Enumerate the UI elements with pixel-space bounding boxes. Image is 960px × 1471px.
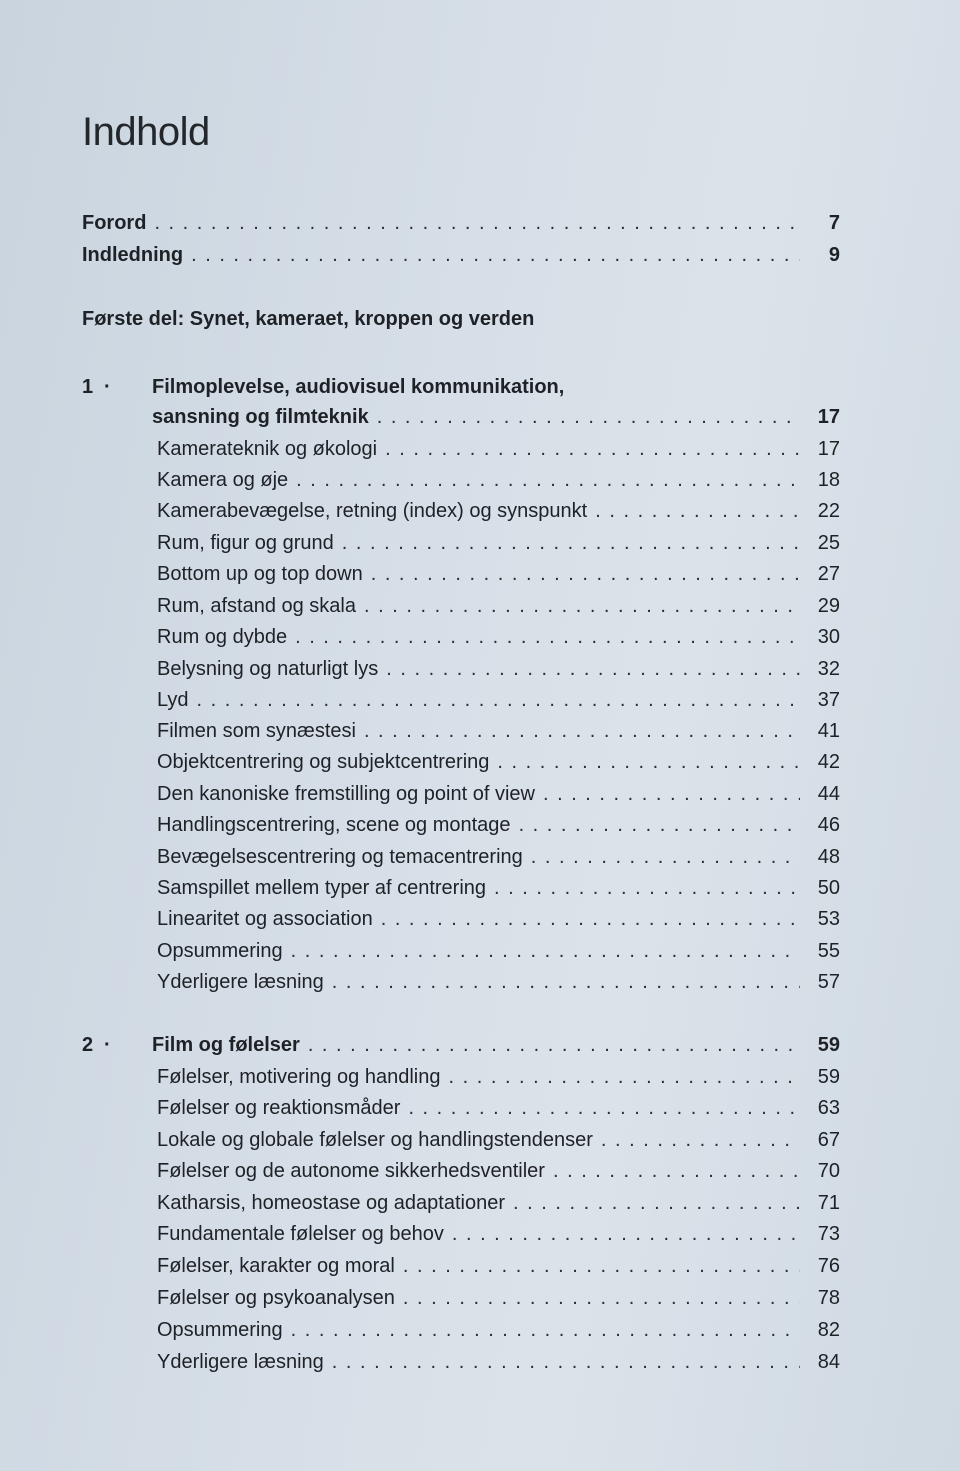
toc-entry <box>157 652 840 682</box>
toc-entry-label: Belysning og naturligt lys <box>157 658 379 680</box>
toc-entry-label: Kamerabevægelse, retning (index) og synspunkt <box>157 500 588 522</box>
toc-entry <box>157 714 840 744</box>
leader-dots <box>543 781 800 807</box>
toc-entry <box>157 620 840 650</box>
toc-entry <box>157 871 840 901</box>
toc-entry-page: 73 <box>817 1223 840 1245</box>
leader-dots <box>364 718 800 744</box>
toc-entry <box>157 1123 840 1153</box>
toc-entry <box>157 1154 840 1184</box>
leader-dots <box>408 1095 800 1121</box>
toc-entry-label: Fundamentale følelser og behov <box>157 1223 444 1245</box>
toc-entry-page: 55 <box>817 940 840 962</box>
chapter-number: 2 <box>82 1034 94 1056</box>
toc-entry-page: 17 <box>817 438 840 460</box>
leader-dots <box>342 530 800 556</box>
toc-entry-forord <box>82 206 840 236</box>
toc-entry-page: 82 <box>817 1319 840 1341</box>
toc-entry-label: Lyd <box>157 689 189 711</box>
toc-entry-label: Kamerateknik og økologi <box>157 438 378 460</box>
toc-entry <box>157 965 840 995</box>
toc-entry-page: 59 <box>817 1066 840 1088</box>
chapter-bullet: · <box>104 1034 111 1056</box>
toc-entry-label: Rum, afstand og skala <box>157 595 356 617</box>
chapter-title-line2: sansning og filmteknik <box>152 406 369 428</box>
toc-entry-label: Forord <box>82 212 147 234</box>
toc-entry <box>157 745 840 775</box>
leader-dots <box>291 938 800 964</box>
toc-entry-label: Indledning <box>82 244 184 266</box>
part-heading: Første del: Synet, kameraet, kroppen og verden <box>82 308 535 330</box>
toc-entry <box>157 494 840 524</box>
chapter-1-heading <box>82 370 840 400</box>
leader-dots <box>403 1285 800 1311</box>
toc-entry-page: 7 <box>828 212 840 234</box>
toc-entry <box>157 1186 840 1216</box>
toc-entry-page: 30 <box>817 626 840 648</box>
leader-dots <box>601 1127 800 1153</box>
toc-entry <box>157 808 840 838</box>
toc-entry-label: Filmen som synæstesi <box>157 720 356 742</box>
leader-dots <box>595 498 800 524</box>
toc-entry <box>157 1313 840 1343</box>
toc-entry-label: Kamera og øje <box>157 469 289 491</box>
toc-entry-page: 53 <box>817 908 840 930</box>
toc-entry <box>157 1345 840 1375</box>
toc-entry-page: 84 <box>817 1351 840 1373</box>
leader-dots <box>377 404 800 430</box>
toc-entry <box>157 840 840 870</box>
toc-entry <box>157 934 840 964</box>
toc-entry-label: Følelser og de autonome sikkerhedsventiler <box>157 1160 545 1182</box>
toc-entry <box>157 557 840 587</box>
leader-dots <box>494 875 800 901</box>
toc-entry-indledning <box>82 238 840 268</box>
toc-entry-page: 18 <box>817 469 840 491</box>
leader-dots <box>553 1158 800 1184</box>
toc-entry-page: 78 <box>817 1287 840 1309</box>
leader-dots <box>452 1221 800 1247</box>
toc-entry-label: Samspillet mellem typer af centrering <box>157 877 487 899</box>
toc-entry <box>157 526 840 556</box>
toc-entry-label: Linearitet og association <box>157 908 373 930</box>
toc-entry-label: Bevægelsescentrering og temacentrering <box>157 846 523 868</box>
toc-entry-label: Lokale og globale følelser og handlingstendenser <box>157 1129 593 1151</box>
toc-entry-label: Følelser, motivering og handling <box>157 1066 441 1088</box>
toc-entry-label: Objektcentrering og subjektcentrering <box>157 751 490 773</box>
leader-dots <box>308 1032 800 1058</box>
toc-entry-page: 44 <box>817 783 840 805</box>
toc-entry-label: Bottom up og top down <box>157 563 363 585</box>
chapter-page: 17 <box>817 406 840 428</box>
toc-entry-page: 25 <box>817 532 840 554</box>
toc-entry-page: 46 <box>817 814 840 836</box>
toc-entry-label: Handlingscentrering, scene og montage <box>157 814 511 836</box>
toc-entry <box>157 1060 840 1090</box>
leader-dots <box>513 1190 800 1216</box>
leader-dots <box>296 467 800 493</box>
toc-entry-label: Følelser, karakter og moral <box>157 1255 395 1277</box>
toc-entry <box>157 463 840 493</box>
toc-entry <box>157 1281 840 1311</box>
toc-entry-page: 9 <box>828 244 840 266</box>
toc-entry-page: 32 <box>817 658 840 680</box>
toc-entry-label: Katharsis, homeostase og adaptationer <box>157 1192 505 1214</box>
page-title: Indhold <box>82 110 210 154</box>
toc-entry-page: 41 <box>817 720 840 742</box>
leader-dots <box>519 812 800 838</box>
chapter-title-line1: Filmoplevelse, audiovisuel kommunikation, <box>152 376 565 398</box>
chapter-bullet: · <box>104 376 111 398</box>
toc-entry-page: 27 <box>817 563 840 585</box>
toc-entry <box>157 1217 840 1247</box>
leader-dots <box>381 906 800 932</box>
chapter-page: 59 <box>817 1034 840 1056</box>
toc-entry-page: 76 <box>817 1255 840 1277</box>
toc-entry-page: 50 <box>817 877 840 899</box>
leader-dots <box>403 1253 800 1279</box>
chapter-number: 1 <box>82 376 94 398</box>
toc-entry-label: Yderligere læsning <box>157 1351 324 1373</box>
toc-entry-page: 37 <box>817 689 840 711</box>
leader-dots <box>386 656 800 682</box>
toc-entry-label: Opsummering <box>157 1319 283 1341</box>
toc-entry <box>157 777 840 807</box>
chapter-1-heading-line2 <box>152 400 840 430</box>
toc-entry <box>157 1091 840 1121</box>
toc-entry-label: Følelser og psykoanalysen <box>157 1287 395 1309</box>
toc-entry-page: 63 <box>817 1097 840 1119</box>
toc-entry-label: Rum og dybde <box>157 626 288 648</box>
toc-entry-page: 42 <box>817 751 840 773</box>
toc-entry-page: 70 <box>817 1160 840 1182</box>
toc-entry-page: 57 <box>817 971 840 993</box>
toc-entry-label: Rum, figur og grund <box>157 532 334 554</box>
leader-dots <box>531 844 800 870</box>
toc-entry <box>157 1249 840 1279</box>
chapter-2-heading <box>82 1028 840 1058</box>
leader-dots <box>385 436 800 462</box>
leader-dots <box>332 1349 800 1375</box>
toc-entry-label: Følelser og reaktionsmåder <box>157 1097 401 1119</box>
toc-entry-label: Yderligere læsning <box>157 971 324 993</box>
leader-dots <box>371 561 800 587</box>
toc-entry <box>157 589 840 619</box>
leader-dots <box>191 242 800 268</box>
toc-entry-page: 29 <box>817 595 840 617</box>
toc-entry <box>157 432 840 462</box>
leader-dots <box>295 624 800 650</box>
toc-entry <box>157 902 840 932</box>
toc-entry-label: Den kanoniske fremstilling og point of view <box>157 783 535 805</box>
leader-dots <box>448 1064 800 1090</box>
chapter-title: Film og følelser <box>152 1034 300 1056</box>
leader-dots <box>497 749 800 775</box>
toc-entry-page: 71 <box>817 1192 840 1214</box>
toc-entry-label: Opsummering <box>157 940 283 962</box>
leader-dots <box>154 210 800 236</box>
toc-entry-page: 22 <box>817 500 840 522</box>
leader-dots <box>291 1317 800 1343</box>
toc-entry-page: 48 <box>817 846 840 868</box>
toc-entry <box>157 683 840 713</box>
leader-dots <box>364 593 800 619</box>
leader-dots <box>197 687 800 713</box>
leader-dots <box>332 969 800 995</box>
toc-entry-page: 67 <box>817 1129 840 1151</box>
